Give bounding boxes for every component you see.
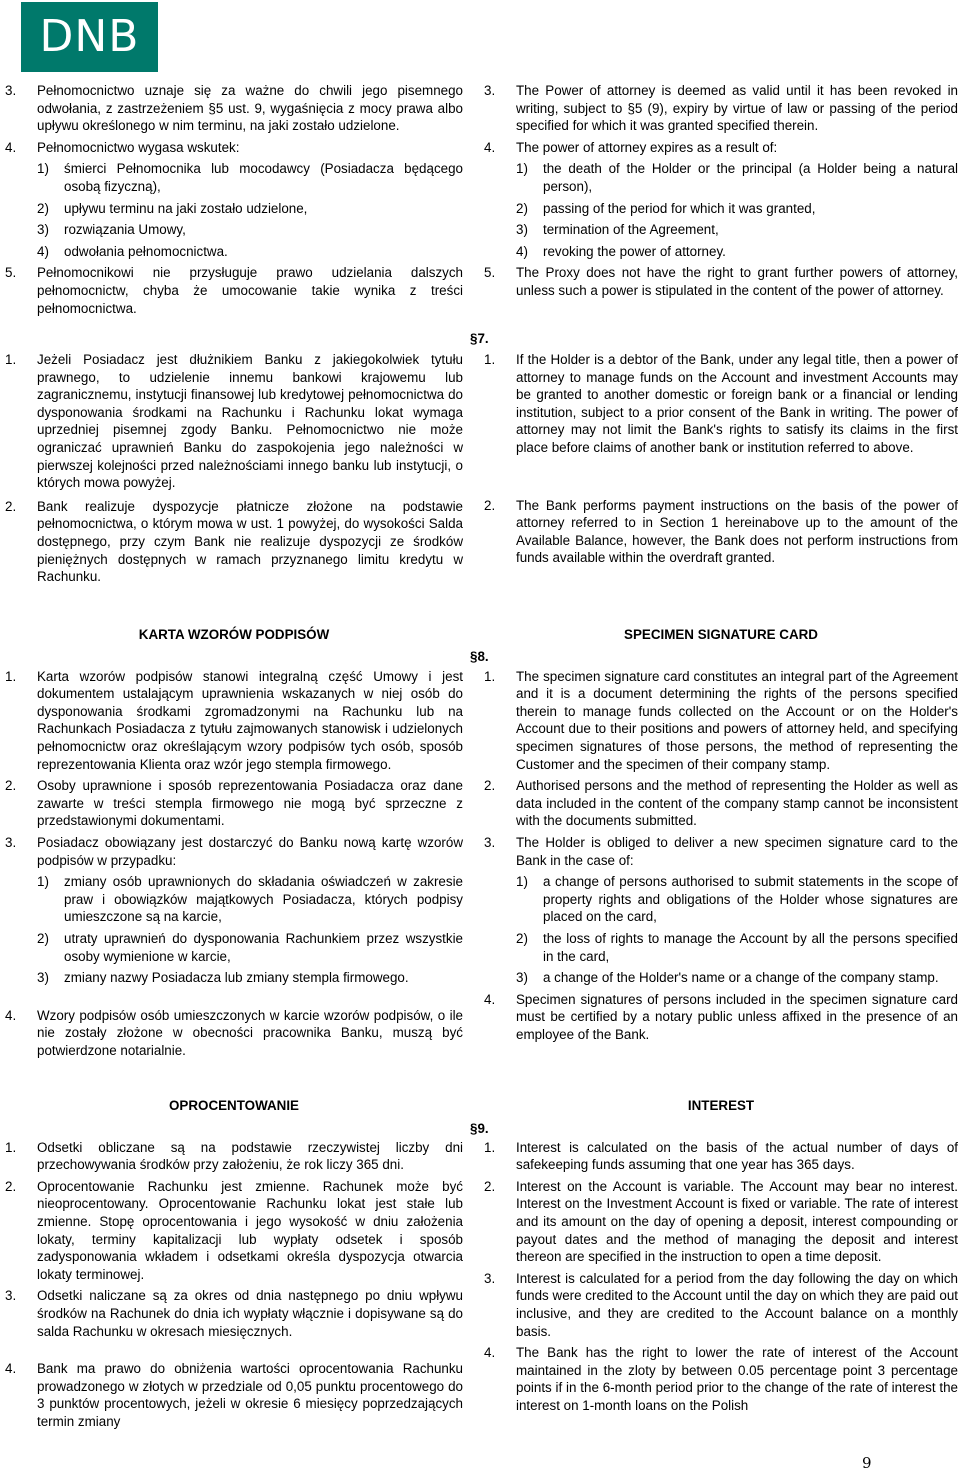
right-s8-p3-item: 3) a change of the Holder's name or a change of the company stamp. <box>516 970 939 986</box>
right-heading-interest: INTEREST <box>687 1098 755 1113</box>
section-8-marker: §8. <box>470 649 489 664</box>
right-s9-p3: 3. Interest is calculated for a period from the day following the day on which funds were credited to the Account until the day on which they are paid out inclusive, and they are credited to the Account balance on a monthly basis. <box>484 1270 958 1339</box>
left-s8-p3-item: 3) zmiany nazwy Posiadacza lub zmiany stempla firmowego. <box>37 970 409 986</box>
right-s8-p3-item: 1) a change of persons authorised to submit statements in the scope of property rights and obligations of the Holder whose signatures are placed on the card, <box>516 874 958 925</box>
left-p4-item: 1) śmierci Pełnomocnika lub mocodawcy (Posiadacza będącego osobą fizyczną), <box>37 161 463 194</box>
right-p4-item: 3) termination of the Agreement, <box>516 222 719 238</box>
right-s9-p2: 2. Interest on the Account is variable. The Account may bear no interest. Interest on the Investment Account is fixed or variable. The rate of interest and its amount on the day of opening a deposit, interest compounding or payout dates and the method of managing the deposit and interest thereon are specified in the instruction to open a time deposit. <box>484 1178 958 1265</box>
left-s8-p4: 4. Wzory podpisów osób umieszczonych w karcie wzorów podpisów, o ile nie zostały złożone w obecności pracownika Banku, muszą być potwierdzone notarialnie. <box>5 1007 463 1058</box>
right-heading-signature-card: SPECIMEN SIGNATURE CARD <box>624 627 818 642</box>
left-s6-block <box>5 82 463 321</box>
left-s7-p2: 2. Bank realizuje dyspozycje płatnicze złożone na podstawie pełnomocnictwa, o którym mowa w ust. 1 powyżej, do wysokości Salda dostępnego, przy czym Bank nie realizuje dyspozycji ze środków pieniężnych dostępnych w ramach przyznanego limitu kredytu w Rachunku. <box>5 498 463 585</box>
dnb-logo <box>21 2 158 72</box>
right-s8-p3-item: 2) the loss of rights to manage the Account by all the persons specified in the card, <box>516 930 958 964</box>
left-s9-p2: 2. Oprocentowanie Rachunku jest zmienne. Rachunek może być nieoprocentowany. Oprocentowanie Rachunku lokat jest stałe lub zmienne. Stopę oprocentowania i jego wysokość w dniu założenia lokaty, terminy kapitalizacji lub wypłaty odsetek i sposób zadysponowania wkładem i odsetkami określa dyspozycja otwarcia lokaty terminowej. <box>5 1178 463 1282</box>
left-s9-block <box>5 1097 463 1435</box>
right-p5: 5. The Proxy does not have the right to grant further powers of attorney, unless such a power is stipulated in the content of the power of attorney. <box>484 265 958 298</box>
right-s8-p3: 3. The Holder is obliged to deliver a new specimen signature card to the Bank in the case of: <box>484 834 958 868</box>
page-number: 9 <box>862 1454 872 1472</box>
right-s9-p1: 1. Interest is calculated on the basis of the actual number of days of safekeeping funds assuming that one year has 365 days. <box>484 1139 958 1173</box>
left-s9-p1: 1. Odsetki obliczane są na podstawie rzeczywistej liczby dni przechowywania środków przy założeniu, że rok liczy 365 dni. <box>5 1139 463 1173</box>
left-s7-p1: 1. Jeżeli Posiadacz jest dłużnikiem Banku z jakiegokolwiek tytułu prawnego, to udzielenie innemu bankowi krajowemu lub zagranicznemu, instytucji finansowej lub kredytowej pełnomocnictwa do dysponowania środkami na Rachunku i Rachunku lokat wymaga uprzedniej pisemnej zgody Banku. Pełnomocnictwo nie może ograniczać uprawnień Banku do zaspokojenia jego należności w pierwszej kolejności przed należnościami innego banku lub instytucji, o których mowa powyżej. <box>5 352 463 491</box>
left-p4-item: 3) rozwiązania Umowy, <box>37 222 186 238</box>
left-heading-interest: OPROCENTOWANIE <box>169 1098 299 1113</box>
logo-text: DNB <box>39 11 140 63</box>
right-s9-p4: 4. The Bank has the right to lower the rate of interest of the Account maintained in the zloty by between 0.05 percentage point 3 percentage points if in the 6-month period prior to the change of the rate of interest the interest on 1-month loans on the Polish <box>484 1345 958 1413</box>
right-p4-item: 1) the death of the Holder or the principal (a Holder being a natural person), <box>516 161 958 194</box>
right-s8-p2: 2. Authorised persons and the method of representing the Holder as well as data included in the content of the company stamp cannot be inconsistent with the documents submitted. <box>484 778 958 829</box>
left-p3: 3. Pełnomocnictwo uznaje się za ważne do chwili jego pisemnego odwołania, z zastrzeżeniem §5 ust. 9, wygaśnięcia z mocy prawa albo upływu określonego w nim terminu, na jaki zostało udzielone. <box>5 83 463 134</box>
left-s8-p1: 1. Karta wzorów podpisów stanowi integralną część Umowy i jest dokumentem ustalającym uprawnienia wskazanych w niej osób do dysponowania środkami zgromadzonymi na Rachunku lub na Rachunkach Posiadacza z tytułu zajmowanych stanowisk i udzielonych pełnomocnictw oraz określającym wzory podpisów tych osób, sposób reprezentowania Klienta oraz wzór jego stempla firmowego. <box>5 668 463 772</box>
section-9-marker: §9. <box>470 1121 489 1136</box>
left-s9-p4: 4. Bank ma prawo do obniżenia wartości oprocentowania Rachunku prowadzonego w złotych w przedziale od 0,05 punktu procentowego do 3 punktów procentowych, jeżeli w okresie 6 miesięcy poprzedzających termin zmiany <box>5 1361 463 1429</box>
left-s8-p3: 3. Posiadacz obowiązany jest dostarczyć do Banku nową kartę wzorów podpisów w przypadku: <box>5 834 463 868</box>
left-s7-block <box>5 351 463 590</box>
left-p4: 4. Pełnomocnictwo wygasa wskutek: <box>5 139 240 155</box>
right-p3: 3. The Power of attorney is deemed as valid until it has been revoked in writing, subject to §5 (9), expiry by virtue of law or passing of the period specified for which it was granted specified therein. <box>484 83 958 134</box>
right-p4-item: 4) revoking the power of attorney. <box>516 243 726 259</box>
left-s8-block <box>5 626 463 1063</box>
right-p4: 4. The power of attorney expires as a result of: <box>484 139 778 155</box>
right-s7-p2: 2. The Bank performs payment instructions on the basis of the power of attorney referred to in Section 1 hereinabove up to the amount of the Available Balance, however, the Bank does not perform instructions from funds available within the overdraft granted. <box>484 497 958 566</box>
right-s6-block <box>484 82 958 304</box>
right-p4-item: 2) passing of the period for which it was granted, <box>516 200 816 216</box>
right-s8-block <box>484 626 958 1047</box>
left-s9-p3: 3. Odsetki naliczane są za okres od dnia następnego po dniu wpływu środków na Rachunek do dnia ich wypłaty włącznie i dopisywane są do salda Rachunku w okresach miesięcznych. <box>5 1288 463 1339</box>
left-s8-p3-item: 2) utraty uprawnień do dysponowania Rachunkiem przez wszystkie osoby wymienione w karcie, <box>37 930 463 964</box>
left-p5: 5. Pełnomocnikowi nie przysługuje prawo udzielania dalszych pełnomocnictw, chyba że umocowanie takie wynika z treści pełnomocnictwa. <box>5 265 463 316</box>
left-s8-p3-item: 1) zmiany osób uprawnionych do składania oświadczeń w zakresie praw i obowiązków majątkowych Posiadacza, których podpisy umieszczone są na karcie, <box>37 874 463 925</box>
section-7-marker: §7. <box>470 331 489 346</box>
right-s8-p4: 4. Specimen signatures of persons included in the specimen signature card must be certified by a notary public unless affixed in the presence of an employee of the Bank. <box>484 991 958 1042</box>
left-s8-p2: 2. Osoby uprawnione i sposób reprezentowania Posiadacza oraz dane zawarte w treści stempla firmowego nie mogą być sprzeczne z przedstawionymi dokumentami. <box>5 778 463 829</box>
left-p4-item: 4) odwołania pełnomocnictwa. <box>37 243 228 259</box>
left-heading-signature-card: KARTA WZORÓW PODPISÓW <box>138 627 330 642</box>
right-s7-p1: 1. If the Holder is a debtor of the Bank, under any legal title, then a power of attorney to manage funds on the Account and investment Accounts may be granted to another domestic or foreign bank or a financial or lending institution, subject to a prior consent of the Bank in writing. The power of attorney may not limit the Bank's rights to satisfy its claims in the first place before claims of another bank or institution referred to above. <box>484 352 958 455</box>
right-s8-p1: 1. The specimen signature card constitutes an integral part of the Agreement and it is a document determining the rights of the persons specified therein to manage funds collected on the Account or on the Holder's Account due to their positions and powers of attorney held, and specifying specimen signatures of those persons, the method of representing the Customer and the specimen of their company stamp. <box>484 668 958 772</box>
right-s9-block <box>484 1097 958 1419</box>
left-p4-item: 2) upływu terminu na jaki zostało udzielone, <box>37 200 308 216</box>
right-s7-block <box>484 351 958 571</box>
